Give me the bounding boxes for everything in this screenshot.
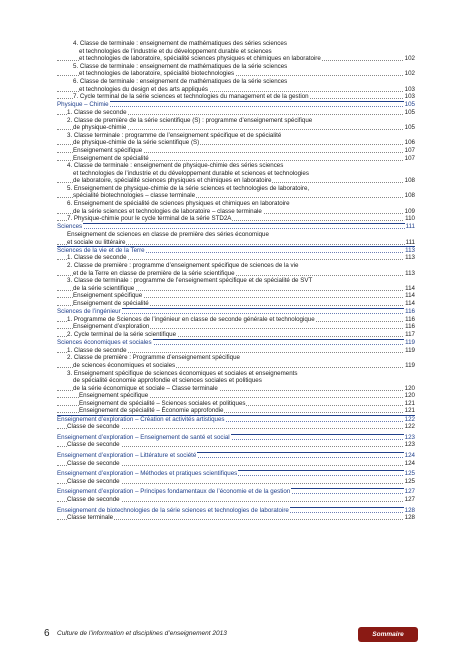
toc-page-number: 107 [404, 154, 415, 162]
toc-entry[interactable] [57, 93, 415, 101]
toc-entry-text: 6. Enseignement de spécialité de sciences physiques et chimiques en laboratoire [67, 200, 290, 208]
toc-entry[interactable] [57, 231, 415, 239]
toc-entry[interactable] [57, 40, 415, 48]
toc-entry-text: 1. Classe de seconde [67, 108, 127, 116]
toc-entry-text: Enseignement d’exploration – Enseignement de santé et social [57, 433, 230, 441]
toc-page-number: 128 [404, 506, 415, 514]
toc-page-number: 116 [405, 315, 415, 323]
toc-entry[interactable] [57, 139, 415, 147]
toc-entry-text: 6. Classe de terminale : enseignement de mathématiques de la série sciences [73, 77, 288, 85]
toc-entry[interactable] [57, 377, 415, 385]
toc-page-number: 114 [405, 292, 415, 300]
toc-page-number: 120 [404, 392, 415, 400]
toc-entry-text: de physique-chimie de la série scientifique (S) [73, 139, 200, 147]
toc-entry[interactable] [57, 162, 415, 170]
toc-entry[interactable] [57, 192, 415, 200]
toc-entry-text: 2. Classe de première : Programme d’enseignement spécifique [67, 354, 240, 362]
toc-entry[interactable] [57, 117, 415, 125]
toc-entry-text: 1. Programme de Sciences de l’ingénieur en classe de seconde générale et technologique [67, 315, 315, 323]
toc-entry-text: de laboratoire, spécialité sciences physiques et chimiques en laboratoire [73, 177, 272, 185]
toc-page-number: 106 [404, 139, 415, 147]
toc-entry-text: et technologies de l’industrie et du développement durable et sciences [79, 47, 272, 55]
toc-page-number: 108 [404, 192, 415, 200]
toc-page-number: 119 [405, 339, 415, 347]
toc-entry-text: Classe terminale [67, 514, 114, 522]
toc-page-number: 105 [404, 101, 415, 109]
toc-entry-text: et de la Terre en classe de première de la série scientifique [73, 269, 235, 277]
toc-entry-text: de la série sciences et technologies de laboratoire – classe terminale [73, 207, 262, 215]
toc-entry[interactable] [57, 323, 415, 331]
toc-page-number: 102 [404, 70, 415, 78]
toc-entry-text: Classe de seconde [67, 423, 120, 431]
toc-entry[interactable] [57, 478, 415, 486]
toc-entry[interactable] [57, 55, 415, 63]
toc-entry[interactable] [57, 300, 415, 308]
toc-entry-text: Enseignement d’exploration [73, 323, 150, 331]
toc-page-number: 103 [404, 93, 415, 101]
toc-entry-text: 4. Classe de terminale : enseignement de mathématiques des séries sciences [73, 40, 287, 47]
toc-page-number: 102 [404, 55, 415, 63]
toc-entry[interactable] [57, 460, 415, 468]
toc-entry-text: Sciences de la vie et de la Terre [57, 246, 145, 254]
toc-entry-text: Classe de seconde [67, 496, 120, 503]
toc-entry-text: 1. Classe de seconde [67, 254, 127, 262]
toc-section-heading[interactable] [57, 101, 415, 109]
toc-entry[interactable] [57, 514, 415, 522]
toc-entry-text: et technologies de laboratoire, spécialité biotechnologies [79, 70, 235, 78]
toc-page-number: 122 [404, 423, 415, 431]
toc-page-number: 109 [404, 207, 415, 215]
toc-page-number: 124 [404, 459, 415, 467]
toc-entry[interactable] [57, 155, 415, 163]
toc-entry[interactable] [57, 354, 415, 362]
page-footer [0, 626, 474, 646]
toc-page-number: 113 [405, 246, 415, 254]
toc-entry-text: 4. Classe de terminale : enseignement de physique-chimie des séries sciences [67, 162, 284, 170]
toc-entry-text: Enseignement de spécialité [73, 299, 149, 307]
toc-entry-text: et technologies de laboratoire, spécialité sciences physiques et chimiques en laboratoire [79, 55, 321, 63]
toc-entry-text: Classe de seconde [67, 477, 120, 485]
toc-entry-text: de physique-chimie [73, 124, 127, 132]
toc-entry-text: et technologies du design et des arts appliqués [79, 85, 208, 93]
toc-entry-text: Enseignement d’exploration – Littérature et société [57, 452, 197, 460]
toc-page-number: 116 [405, 323, 415, 331]
toc-entry[interactable] [57, 147, 415, 155]
toc-page-number: 105 [404, 124, 415, 132]
sommaire-button[interactable]: Sommaire [358, 627, 418, 642]
toc-entry-text: de sciences économiques et sociales [73, 361, 176, 369]
toc-entry-text: Enseignement de spécialité [73, 154, 149, 162]
toc-entry-text: 3. Classe de terminale : programme de l’enseignement spécifique et de spécialité de SVT [67, 277, 313, 285]
toc-entry[interactable] [57, 262, 415, 270]
toc-entry[interactable] [57, 277, 415, 285]
toc-entry-text: 3. Classe terminale : programme de l’enseignement spécifique et de spécialité [67, 131, 282, 139]
toc-entry-text: et technologies de l’industrie et du développement durable et sciences et technologies [73, 169, 309, 177]
toc-entry-text: Enseignement de sciences en classe de première des séries économique [67, 231, 269, 239]
toc-entry[interactable] [57, 362, 415, 370]
toc-entry-text: de la série scientifique [73, 284, 135, 292]
toc-entry[interactable] [57, 254, 415, 262]
toc-page-number: 110 [405, 215, 415, 223]
toc-entry-text: 7. Cycle terminal de la série sciences et technologies du management et de la gestion [73, 93, 309, 101]
toc-entry[interactable] [57, 124, 415, 132]
toc-section-heading[interactable] [57, 339, 415, 347]
toc-entry-text: Enseignement spécifique [79, 392, 149, 400]
toc-entry[interactable] [57, 239, 415, 247]
toc-entry-text: Sciences économiques et sociales [57, 339, 152, 347]
toc-entry-text: de la série économique et sociale – Classe terminale [73, 384, 218, 392]
toc-entry-text: 1. Classe de seconde [67, 346, 127, 354]
toc-page-number: 108 [404, 177, 415, 185]
toc-entry-text: 5. Classe de terminale : enseignement de mathématiques de la série sciences [73, 62, 288, 70]
toc-entry[interactable] [57, 407, 415, 415]
toc-entry-text: Classe de seconde [67, 459, 120, 467]
toc-page-number: 113 [405, 269, 415, 277]
toc-page-number: 107 [404, 146, 415, 154]
toc-page-number: 123 [404, 441, 415, 449]
toc-entry-text: et sociale ou littéraire [67, 238, 126, 246]
toc-section-heading[interactable] [57, 452, 415, 460]
toc-page-number: 114 [405, 284, 415, 292]
toc-entry-text: 2. Classe de première : programme d’enseignement spécifique de sciences de la vie [67, 262, 299, 269]
toc-entry[interactable] [57, 215, 415, 223]
toc-page-number: 113 [405, 254, 415, 262]
toc-page-number: 117 [405, 330, 415, 338]
toc-entry-text: Enseignement spécifique [73, 292, 143, 300]
toc-entry-text: Sciences [57, 223, 83, 231]
toc-page-number: 123 [404, 433, 415, 441]
toc-entry[interactable] [57, 70, 415, 78]
toc-entry[interactable] [57, 109, 415, 117]
toc-entry-text: 5. Enseignement de physique-chimie de la série sciences et technologies de laboratoire, [67, 184, 310, 192]
toc-section-heading[interactable] [57, 223, 415, 231]
toc-page-number: 124 [404, 452, 415, 460]
toc-section-heading[interactable] [57, 488, 415, 496]
toc-section-heading[interactable] [57, 308, 415, 316]
toc-entry-text: Enseignement d’exploration – Méthodes et pratiques scientifiques [57, 470, 238, 478]
toc-entry[interactable] [57, 496, 415, 504]
toc-entry-text: Classe de seconde [67, 441, 120, 449]
toc-entry[interactable] [57, 200, 415, 208]
toc-entry[interactable] [57, 441, 415, 449]
toc-entry-text: de spécialité économie approfondie et sciences sociales et politiques [73, 377, 262, 385]
toc-entry[interactable] [57, 78, 415, 86]
toc-page-number: 111 [405, 238, 415, 246]
toc-entry[interactable] [57, 392, 415, 400]
toc-entry-text: Enseignement de spécialité – Économie approfondie [79, 407, 224, 415]
toc-entry[interactable] [57, 177, 415, 185]
toc-page-number: 119 [405, 361, 415, 369]
toc-page-number: 120 [404, 384, 415, 392]
toc-entry-text: spécialité biotechnologies – classe terminale [73, 192, 196, 200]
toc-page-number: 127 [404, 496, 415, 503]
toc-page-number: 116 [405, 308, 415, 316]
toc-entry[interactable] [57, 370, 415, 378]
toc-entry-text: Sciences de l’ingénieur [57, 308, 121, 316]
toc-entry-text: Enseignement d’exploration – Principes fondamentaux de l’économie et de la gestion [57, 488, 291, 496]
toc-entry-text: Enseignement de biotechnologies de la série sciences et technologies de laboratoire [57, 506, 289, 514]
toc-page-number: 119 [405, 346, 415, 354]
toc-entry-text: 2. Classe de première de la série scientifique (S) : programme d’enseignement spécifique [67, 116, 313, 124]
toc-page-number: 105 [404, 108, 415, 116]
toc-entry[interactable] [57, 292, 415, 300]
toc-entry-text: 7. Physique-chimie pour le cycle terminal de la série STD2A [67, 215, 232, 223]
toc-page-number: 121 [404, 399, 415, 407]
toc-page-number: 114 [405, 299, 415, 307]
toc-entry-text: Physique – Chimie [57, 101, 109, 109]
footer-title: Culture de l’information et disciplines d’enseignement 2013 [57, 630, 227, 637]
toc-entry-text: Enseignement spécifique [73, 146, 143, 154]
toc-entry-text: Enseignement de spécialité – Sciences sociales et politiques [79, 399, 246, 407]
toc-section-heading[interactable] [57, 470, 415, 478]
toc-entry-text: 2. Cycle terminal de la série scientifique [67, 330, 177, 338]
toc-page-number: 125 [404, 477, 415, 485]
toc-entry[interactable] [57, 423, 415, 431]
page-number: 6 [44, 628, 50, 639]
toc-page-number: 103 [404, 85, 415, 93]
toc-page-number: 121 [404, 407, 415, 415]
toc-entry[interactable] [57, 331, 415, 339]
toc-page-number: 128 [404, 514, 415, 522]
toc-entry-text: Enseignement d’exploration – Création et activités artistiques [57, 415, 225, 423]
toc-entry-text: 3. Enseignement spécifique de sciences économiques et sociales et enseignements [67, 369, 298, 377]
toc-page-number: 127 [404, 488, 415, 496]
toc-page-number: 111 [405, 223, 415, 231]
table-of-contents [57, 40, 415, 522]
toc-page-number: 122 [404, 415, 415, 423]
toc-page-number: 125 [404, 470, 415, 478]
